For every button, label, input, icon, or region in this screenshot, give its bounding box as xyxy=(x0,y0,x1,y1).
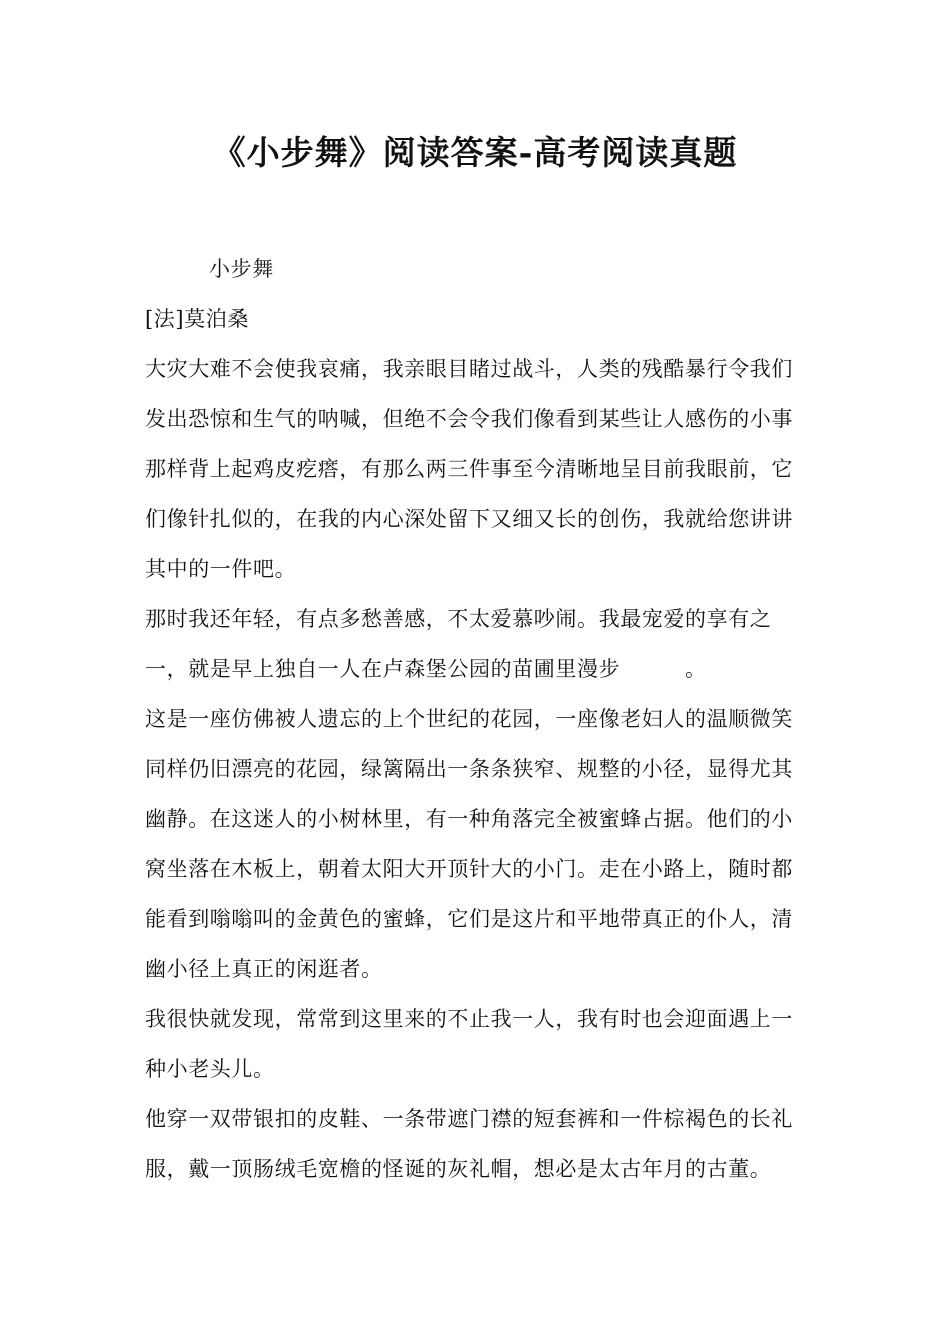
document-title: 《小步舞》阅读答案-高考阅读真题 xyxy=(212,133,738,172)
paragraph-2: 那时我还年轻，有点多愁善感，不太爱慕吵闹。我最宠爱的享有之一，就是早上独自一人在卢森堡公园的苗圃里漫步 。 xyxy=(145,607,772,681)
paragraph-3: 这是一座仿佛被人遗忘的上个世纪的花园，一座像老妇人的温顺微笑同样仍旧漂亮的花园，绿篱隔出一条条狭窄、规整的小径，显得尤其幽静。在这迷人的小树林里，有一种角落完全被蜜蜂占据。他们的小窝坐落在木板上，朝着太阳大开顶针大的小门。走在小路上，随时都能看到嗡嗡叫的金黄色的蜜蜂，它们是这片和平地带真正的仆人，清幽小径上真正的闲逛者。 xyxy=(145,707,793,981)
story-author: [法]莫泊桑 xyxy=(145,307,249,331)
document-body xyxy=(145,244,810,1194)
paragraph-1: 大灾大难不会使我哀痛，我亲眼目睹过战斗，人类的残酷暴行令我们发出恐惊和生气的呐喊，但绝不会令我们像看到某些让人感伤的小事那样背上起鸡皮疙瘩，有那么两三件事至今清晰地呈目前我眼前，它们像针扎似的，在我的内心深处留下又细又长的创伤，我就给您讲讲其中的一件吧。 xyxy=(145,357,793,581)
paragraph-4: 我很快就发现，常常到这里来的不止我一人，我有时也会迎面遇上一种小老头儿。 xyxy=(145,1007,793,1081)
paragraph-5: 他穿一双带银扣的皮鞋、一条带遮门襟的短套裤和一件棕褐色的长礼服，戴一顶肠绒毛宽檐的怪诞的灰礼帽，想必是太古年月的古董。 xyxy=(145,1107,793,1181)
story-title: 小步舞 xyxy=(209,257,274,281)
